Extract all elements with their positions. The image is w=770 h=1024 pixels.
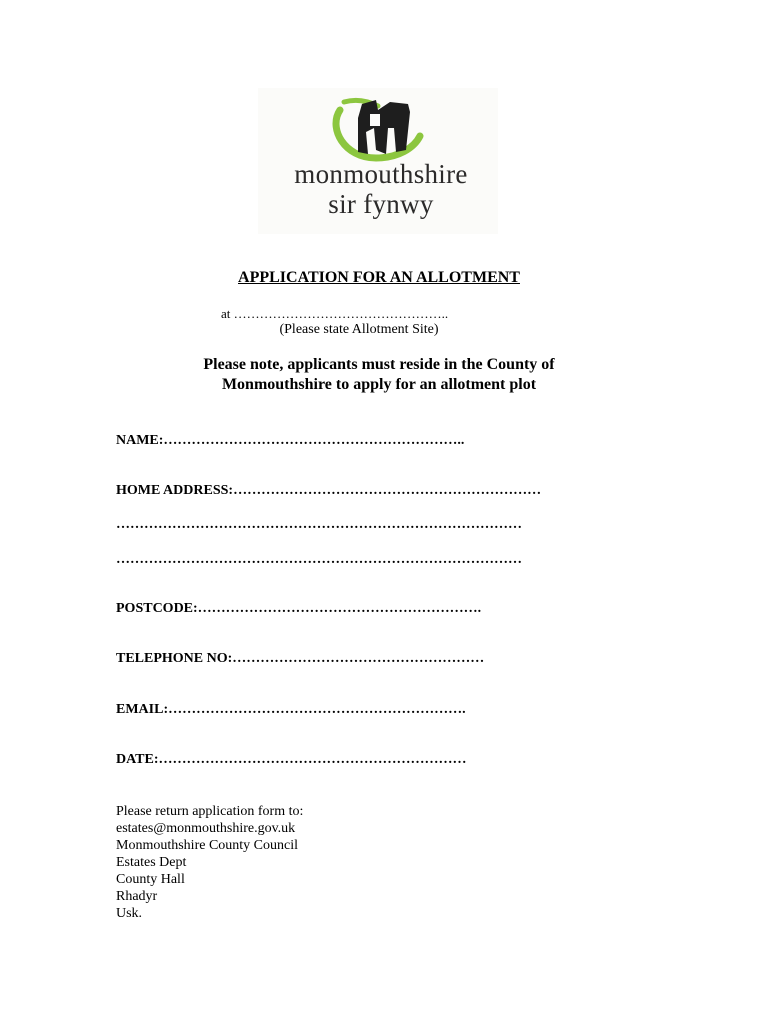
logo-window-icon [370,114,380,126]
home-address-field[interactable]: HOME ADDRESS:………………………………………………………… [116,483,542,498]
return-building: County Hall [116,872,185,887]
postcode-field[interactable]: POSTCODE:……………………………………………………. [116,601,482,616]
residency-notice [0,355,758,395]
address-line-2-field[interactable]: …………………………………………………………………………… [116,517,522,532]
telephone-field[interactable]: TELEPHONE NO:……………………………………………… [116,651,485,666]
allotment-site-hint: (Please state Allotment Site) [279,322,439,337]
address-line-3-field[interactable]: …………………………………………………………………………… [116,552,522,567]
form-title: APPLICATION FOR AN ALLOTMENT [238,269,520,286]
return-dept: Estates Dept [116,855,187,870]
return-email: estates@monmouthshire.gov.uk [116,821,296,836]
return-area: Rhadyr [116,889,158,904]
email-field[interactable]: EMAIL:………………………………………………………. [116,702,466,717]
council-logo [258,88,498,234]
residency-notice-line2: Monmouthshire to apply for an allotment plot [221,376,537,393]
logo-castle-icon [358,100,410,154]
return-intro: Please return application form to: [116,804,304,819]
logo-wordmark-welsh: sir fynwy [328,189,434,219]
date-field[interactable]: DATE:………………………………………………………… [116,752,467,767]
return-town: Usk. [116,906,143,921]
return-council: Monmouthshire County Council [116,838,298,853]
return-address-block [116,803,303,922]
name-field[interactable]: NAME:……………………………………………………….. [116,433,465,448]
residency-notice-line1: Please note, applicants must reside in the County of [203,356,555,373]
allotment-site-field[interactable]: at ………………………………………….. [221,306,449,321]
logo-wordmark-english: monmouthshire [294,159,468,189]
